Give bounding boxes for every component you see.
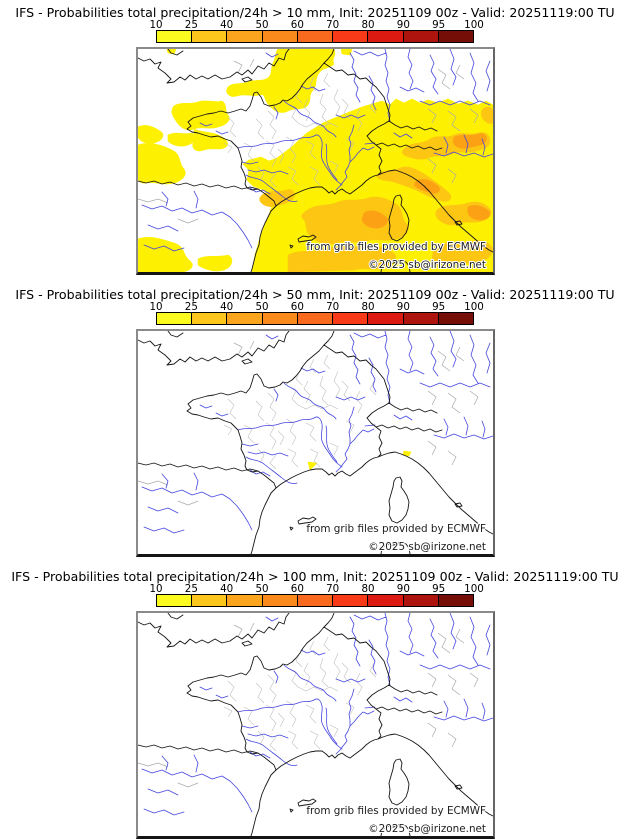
colorbar-segment (368, 313, 403, 324)
colorbar-scale (156, 30, 474, 43)
colorbar-segment (368, 595, 403, 606)
colorbar-tick-label: 80 (361, 301, 375, 313)
colorbar-tick-label: 95 (432, 19, 446, 31)
colorbar-tick-label: 100 (464, 19, 484, 31)
colorbar-tick-label: 10 (149, 301, 163, 313)
colorbar-segment (298, 595, 333, 606)
colorbar-segment (157, 595, 192, 606)
colorbar-tick-label: 100 (464, 583, 484, 595)
colorbar-tick-label: 60 (290, 301, 304, 313)
colorbar-segment (227, 313, 262, 324)
france-map-10mm (138, 49, 493, 272)
colorbar-tick-label: 100 (464, 301, 484, 313)
colorbar-segment (263, 313, 298, 324)
france-map-50mm (138, 331, 493, 554)
colorbar-tick-label: 90 (396, 19, 410, 31)
colorbar (149, 583, 484, 607)
colorbar-segment (263, 31, 298, 42)
panel-10mm (0, 0, 630, 275)
colorbar (149, 19, 484, 43)
colorbar-tick-label: 25 (184, 301, 198, 313)
colorbar-tick-label: 50 (255, 301, 269, 313)
colorbar-tick-label: 25 (184, 583, 198, 595)
colorbar-segment (333, 31, 368, 42)
colorbar-segment (192, 31, 227, 42)
panel-50mm (0, 282, 630, 557)
colorbar-tick-label: 70 (326, 301, 340, 313)
colorbar-tick-label: 90 (396, 583, 410, 595)
credit-ecmwf: from grib files provided by ECMWF (305, 523, 486, 535)
colorbar-segment (333, 313, 368, 324)
colorbar-segment (192, 595, 227, 606)
map-10mm (136, 47, 495, 275)
colorbar-scale (156, 594, 474, 607)
map-50mm (136, 329, 495, 557)
colorbar-tick-label: 40 (220, 583, 234, 595)
colorbar-segment (227, 595, 262, 606)
colorbar-segment (439, 595, 473, 606)
colorbar-tick-label: 80 (361, 19, 375, 31)
credit-ecmwf: from grib files provided by ECMWF (305, 805, 486, 817)
colorbar-tick-label: 60 (290, 19, 304, 31)
colorbar-tick-label: 70 (326, 19, 340, 31)
colorbar-segment (333, 595, 368, 606)
colorbar-segment (298, 31, 333, 42)
sea-background (138, 331, 493, 554)
colorbar-tick-label: 95 (432, 301, 446, 313)
colorbar-tick-label: 80 (361, 583, 375, 595)
colorbar (149, 301, 484, 325)
france-map-100mm (138, 613, 493, 836)
colorbar-segment (298, 313, 333, 324)
colorbar-segment (439, 313, 473, 324)
panel-100mm (0, 564, 630, 839)
credit-ecmwf: from grib files provided by ECMWF (305, 241, 486, 253)
colorbar-tick-label: 60 (290, 583, 304, 595)
colorbar-segment (227, 31, 262, 42)
colorbar-tick-label: 40 (220, 301, 234, 313)
colorbar-ticks (149, 301, 484, 313)
colorbar-segment (157, 313, 192, 324)
panel-title: IFS - Probabilities total precipitation/24h > 100 mm, Init: 20251109 00z - Valid: 20251119:00 TU (11, 569, 619, 584)
map-100mm (136, 611, 495, 839)
colorbar-ticks (149, 583, 484, 595)
credit-copyright: ©2025 sb@irizone.net (367, 259, 486, 271)
colorbar-segment (157, 31, 192, 42)
colorbar-segment (404, 313, 439, 324)
colorbar-tick-label: 90 (396, 301, 410, 313)
colorbar-tick-label: 95 (432, 583, 446, 595)
colorbar-segment (404, 31, 439, 42)
colorbar-segment (439, 31, 473, 42)
colorbar-tick-label: 70 (326, 583, 340, 595)
credit-copyright: ©2025 sb@irizone.net (367, 541, 486, 553)
colorbar-tick-label: 40 (220, 19, 234, 31)
colorbar-segment (404, 595, 439, 606)
colorbar-segment (192, 313, 227, 324)
panel-title: IFS - Probabilities total precipitation/24h > 50 mm, Init: 20251109 00z - Valid: 20251119:00 TU (15, 287, 615, 302)
colorbar-ticks (149, 19, 484, 31)
colorbar-segment (263, 595, 298, 606)
colorbar-segment (368, 31, 403, 42)
colorbar-tick-label: 25 (184, 19, 198, 31)
panel-title: IFS - Probabilities total precipitation/24h > 10 mm, Init: 20251109 00z - Valid: 20251119:00 TU (15, 5, 615, 20)
colorbar-tick-label: 10 (149, 19, 163, 31)
colorbar-tick-label: 50 (255, 583, 269, 595)
colorbar-scale (156, 312, 474, 325)
colorbar-tick-label: 50 (255, 19, 269, 31)
credit-copyright: ©2025 sb@irizone.net (367, 823, 486, 835)
sea-background (138, 613, 493, 836)
colorbar-tick-label: 10 (149, 583, 163, 595)
